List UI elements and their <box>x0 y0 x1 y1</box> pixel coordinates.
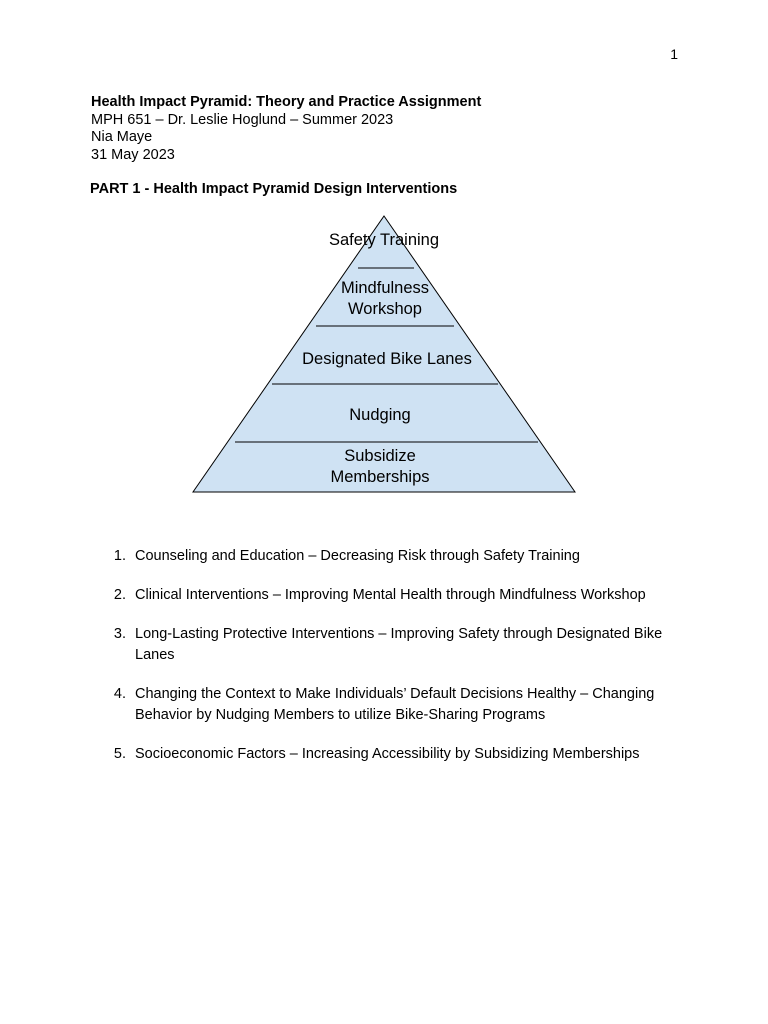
pyramid-level-nudging: Nudging <box>349 406 411 424</box>
part-heading: PART 1 - Health Impact Pyramid Design Interventions <box>90 181 458 197</box>
list-item-number: 5. <box>113 746 126 762</box>
document-title: Health Impact Pyramid: Theory and Practice Assignment <box>91 94 482 110</box>
pyramid-level-safety-training: Safety Training <box>328 231 440 249</box>
list-item <box>104 546 694 567</box>
author-name: Nia Maye <box>91 129 153 145</box>
pyramid-level-memberships: Memberships <box>330 468 430 486</box>
list-item-number: 2. <box>113 587 126 603</box>
list-item <box>104 684 694 726</box>
list-item-number: 3. <box>113 626 126 642</box>
pyramid-level-subsidize: Subsidize <box>344 447 416 465</box>
list-item-number: 1. <box>113 548 126 564</box>
course-line: MPH 651 – Dr. Leslie Hoglund – Summer 2023 <box>91 111 394 128</box>
document-date: 31 May 2023 <box>91 146 175 163</box>
list-item-text: Changing the Context to Make Individuals’ Default Decisions Healthy – Changing Behavior by Nudging Members to utilize Bike-Sharing Programs <box>135 686 655 723</box>
pyramid-level-mindfulness: Mindfulness <box>340 279 430 297</box>
list-item-text: Counseling and Education – Decreasing Risk through Safety Training <box>135 548 580 564</box>
list-item <box>104 585 694 606</box>
list-item-number: 4. <box>113 686 126 702</box>
list-item-text: Long-Lasting Protective Interventions – Improving Safety through Designated Bike Lanes <box>135 626 663 663</box>
pyramid-level-workshop: Workshop <box>348 300 422 318</box>
list-item-text: Socioeconomic Factors – Increasing Accessibility by Subsidizing Memberships <box>135 746 640 762</box>
list-item <box>104 624 694 666</box>
health-impact-pyramid <box>190 213 580 498</box>
intervention-list <box>104 546 694 783</box>
document-header <box>91 94 481 164</box>
page-number: 1 <box>670 46 678 62</box>
list-item-text: Clinical Interventions – Improving Mental Health through Mindfulness Workshop <box>135 587 646 603</box>
pyramid-level-bike-lanes: Designated Bike Lanes <box>302 350 472 368</box>
list-item <box>104 744 694 765</box>
